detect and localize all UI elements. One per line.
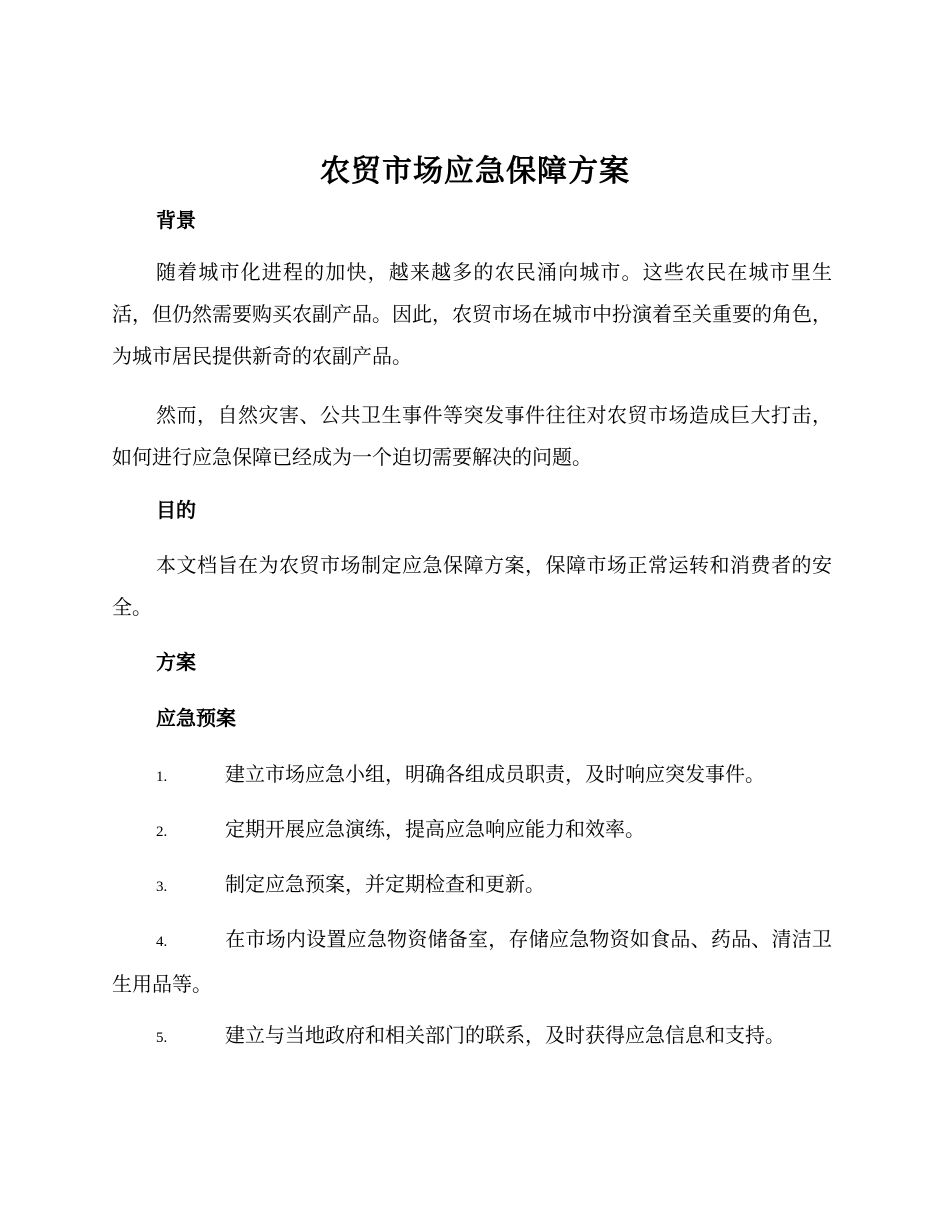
list-item-number: 3. bbox=[156, 879, 168, 895]
list-item bbox=[112, 753, 832, 798]
list-item bbox=[112, 918, 832, 1005]
page-title: 农贸市场应急保障方案 bbox=[320, 154, 630, 189]
list-item-text: 建立市场应急小组，明确各组成员职责，及时响应突发事件。 bbox=[225, 762, 765, 786]
list-item bbox=[112, 1014, 832, 1059]
section-heading-plan: 方案 bbox=[156, 650, 196, 674]
list-item bbox=[112, 863, 832, 908]
list-item-number: 1. bbox=[156, 769, 168, 785]
section-heading-emergency-plan: 应急预案 bbox=[156, 706, 236, 730]
list-item bbox=[112, 808, 832, 853]
list-item-text: 在市场内设置应急物资储备室，存储应急物资如食品、药品、清洁卫生用品等。 bbox=[112, 927, 832, 996]
paragraph-background-1: 随着城市化进程的加快，越来越多的农民涌向城市。这些农民在城市里生活，但仍然需要购买农副产品。因此，农贸市场在城市中扮演着至关重要的角色，为城市居民提供新奇的农副产品。 bbox=[112, 260, 832, 368]
section-heading-purpose: 目的 bbox=[156, 498, 196, 522]
paragraph-purpose-1: 本文档旨在为农贸市场制定应急保障方案，保障市场正常运转和消费者的安全。 bbox=[112, 553, 832, 619]
paragraph-background-2: 然而，自然灾害、公共卫生事件等突发事件往往对农贸市场造成巨大打击，如何进行应急保障已经成为一个迫切需要解决的问题。 bbox=[112, 403, 832, 469]
list-item-text: 定期开展应急演练，提高应急响应能力和效率。 bbox=[225, 817, 645, 841]
list-item-number: 5. bbox=[156, 1030, 168, 1046]
list-item-number: 2. bbox=[156, 824, 168, 840]
list-item-text: 制定应急预案，并定期检查和更新。 bbox=[225, 872, 545, 896]
list-item-number: 4. bbox=[156, 934, 168, 950]
section-heading-background: 背景 bbox=[156, 208, 196, 232]
list-item-text: 建立与当地政府和相关部门的联系，及时获得应急信息和支持。 bbox=[225, 1023, 785, 1047]
